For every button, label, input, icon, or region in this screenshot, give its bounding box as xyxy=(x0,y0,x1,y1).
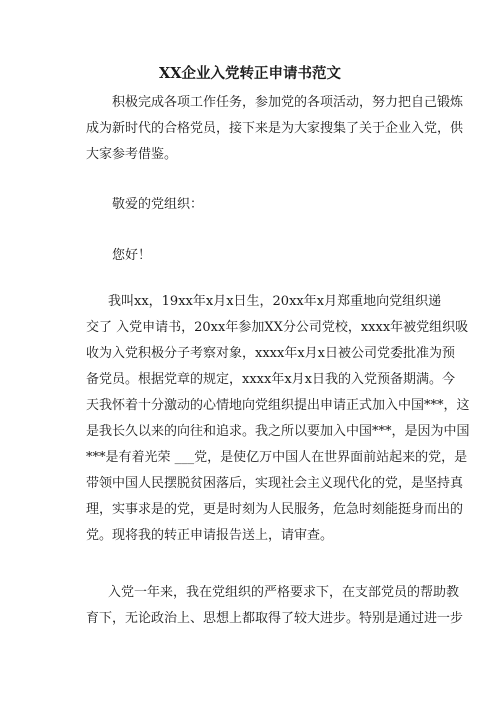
paragraph-line: 交了 入党申请书，20xx年参加XX分公司党校，xxxx年被党组织吸 xyxy=(86,320,469,335)
salutation: 敬爱的党组织： xyxy=(112,197,204,212)
paragraph-line: ***是有着光荣 ___党，是使亿万中国人在世界面前站起来的党，是 xyxy=(86,450,468,465)
greeting: 您好！ xyxy=(112,248,152,263)
paragraph-line: 收为入党积极分子考察对象，xxxx年x月x日被公司党委批准为预 xyxy=(86,346,455,361)
paragraph-line: 我叫xx，19xx年x月x日生，20xx年x月郑重地向党组织递 xyxy=(108,294,442,309)
paragraph-line: 入党一年来，我在党组织的严格要求下，在支部党员的帮助教 xyxy=(108,585,460,600)
paragraph-line: 党。现将我的转正申请报告送上，请审查。 xyxy=(86,528,334,543)
intro-line: 成为新时代的合格党员，接下来是为大家搜集了关于企业入党，供 xyxy=(86,121,464,136)
document-title: XX企业入党转正申请书范文 xyxy=(159,65,341,82)
paragraph-line: 带领中国人民摆脱贫困落后，实现社会主义现代化的党，是坚持真 xyxy=(86,476,464,491)
paragraph-line: 理，实事求是的党，更是时刻为人民服务，危急时刻能挺身而出的 xyxy=(86,502,464,517)
body-paragraph-2 xyxy=(86,580,464,632)
intro-line: 大家参考借鉴。 xyxy=(86,147,178,162)
paragraph-line: 备党员。根据党章的规定，xxxx年x月x日我的入党预备期满。今 xyxy=(86,372,455,387)
intro-line: 积极完成各项工作任务，参加党的各项活动，努力把自己锻炼 xyxy=(112,95,464,110)
paragraph-line: 育下，无论政治上、思想上都取得了较大进步。特别是通过进一步 xyxy=(86,611,464,626)
body-paragraph-1 xyxy=(86,289,470,549)
intro-paragraph xyxy=(86,90,464,168)
paragraph-line: 天我怀着十分激动的心情地向党组织提出申请正式加入中国***，这 xyxy=(86,398,470,413)
paragraph-line: 是我长久以来的向往和追求。我之所以要加入中国***，是因为中国 xyxy=(86,424,470,439)
